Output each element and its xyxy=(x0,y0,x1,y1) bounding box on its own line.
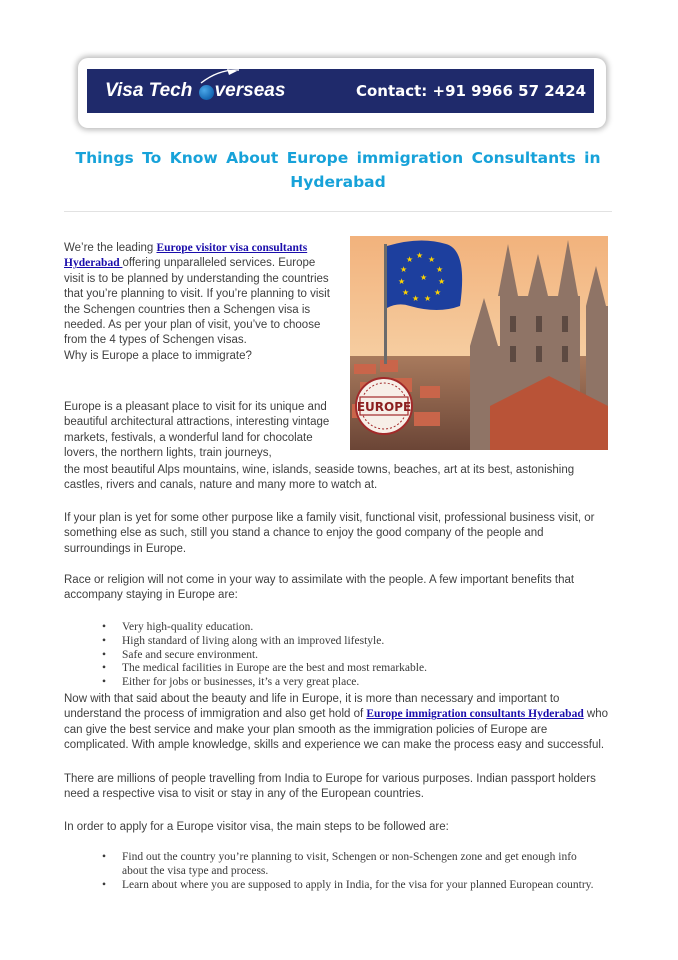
europe-photo xyxy=(350,236,608,450)
svg-text:★: ★ xyxy=(398,277,406,286)
svg-text:★: ★ xyxy=(400,265,408,274)
race-paragraph: Race or religion will not come in your way to assimilate with the people. A few important benefits that accompany staying in Europe are: xyxy=(64,574,575,602)
header-banner-frame xyxy=(78,58,606,128)
svg-text:EUROPE: EUROPE xyxy=(356,400,412,414)
list-item: • High standard of living along with an improved lifestyle. xyxy=(102,635,582,649)
benefits-list xyxy=(102,621,582,690)
logo-word-visa: Visa xyxy=(105,80,144,101)
europe-immigration-consultants-link[interactable]: Europe immigration consultants Hyderabad xyxy=(366,708,584,721)
list-item: • Very high-quality education. xyxy=(102,621,582,635)
immigration-text-start: Now with that said about the beauty and life in Europe, it is more than necessary and important to understand the process of immigration and also get hold of xyxy=(64,693,560,721)
header-banner xyxy=(87,69,594,113)
svg-text:★: ★ xyxy=(438,277,446,286)
visatech-logo xyxy=(105,69,285,113)
page-title: Things To Know About Europe immigration Consultants in Hyderabad xyxy=(75,149,601,191)
svg-text:★: ★ xyxy=(434,288,442,297)
europe-paragraph-part1: Europe is a pleasant place to visit for its unique and beautiful architectural attractions, interesting vintage markets, festivals, a wonderful land for chocolate lovers, the northern lights, train journeys, xyxy=(64,401,330,460)
intro-text-start: We’re the leading xyxy=(64,242,157,254)
millions-paragraph: There are millions of people travelling from India to Europe for various purposes. Indian passport holders need a respective visa to visit or stay in any of the European countries. xyxy=(64,773,596,801)
svg-text:★: ★ xyxy=(412,294,420,303)
purpose-paragraph: If your plan is yet for some other purpose like a family visit, functional visit, professional business visit, or something else as such, still you stand a chance to enjoy the good company of the people and surroundings in Europe. xyxy=(64,512,595,555)
svg-text:★: ★ xyxy=(424,294,432,303)
logo-word-tech: Tech xyxy=(148,80,193,101)
list-item: • Find out the country you’re planning to visit, Schengen or non-Schengen zone and get enough info about the visa type and process. xyxy=(102,851,596,879)
list-item: • Safe and secure environment. xyxy=(102,649,582,663)
europe-stamp xyxy=(356,378,412,434)
svg-text:★: ★ xyxy=(402,288,410,297)
immigration-paragraph xyxy=(64,692,612,754)
list-item: • Either for jobs or businesses, it’s a very great place. xyxy=(102,676,582,690)
intro-paragraph xyxy=(64,241,334,364)
list-item: • The medical facilities in Europe are the best and most remarkable. xyxy=(102,662,582,676)
logo-word-overseas: verseas xyxy=(214,80,286,101)
steps-intro-paragraph: In order to apply for a Europe visitor visa, the main steps to be followed are: xyxy=(64,821,449,833)
europe-city-illustration xyxy=(350,236,608,450)
airplane-icon xyxy=(199,67,241,87)
svg-text:★: ★ xyxy=(406,255,414,264)
svg-text:★: ★ xyxy=(416,251,424,260)
intro-question: Why is Europe a place to immigrate? xyxy=(64,349,252,362)
title-divider xyxy=(64,211,612,212)
contact-phone: Contact: +91 9966 57 2424 xyxy=(355,82,586,100)
europe-paragraph-part2: the most beautiful Alps mountains, wine, islands, seaside towns, beaches, art at its best, astonishing castles, rivers and canals, nature and many more to watch at. xyxy=(64,464,575,492)
europe-visitor-visa-link[interactable]: Europe visitor visa consultants Hyderabad xyxy=(64,242,308,270)
immigration-text-end: who can give the best service and make your plan smooth as the immigration policies of Europe are complicated. With ample knowledge, skills and experience we can make the process easy and successful. xyxy=(64,708,609,752)
svg-text:★: ★ xyxy=(420,273,428,282)
list-item: • Learn about where you are supposed to apply in India, for the visa for your planned European country. xyxy=(102,879,596,893)
steps-list xyxy=(102,851,596,892)
intro-text-end: offering unparalleled services. Europe visit is to be planned by understanding the countries that you’re planning to visit. If you’re planning to visit the Schengen countries then a Schengen visa is needed. As per your plan of visit, you’ve to choose from the 4 types of Schengen visas. xyxy=(64,257,330,347)
svg-text:★: ★ xyxy=(428,255,436,264)
svg-text:★: ★ xyxy=(436,265,444,274)
